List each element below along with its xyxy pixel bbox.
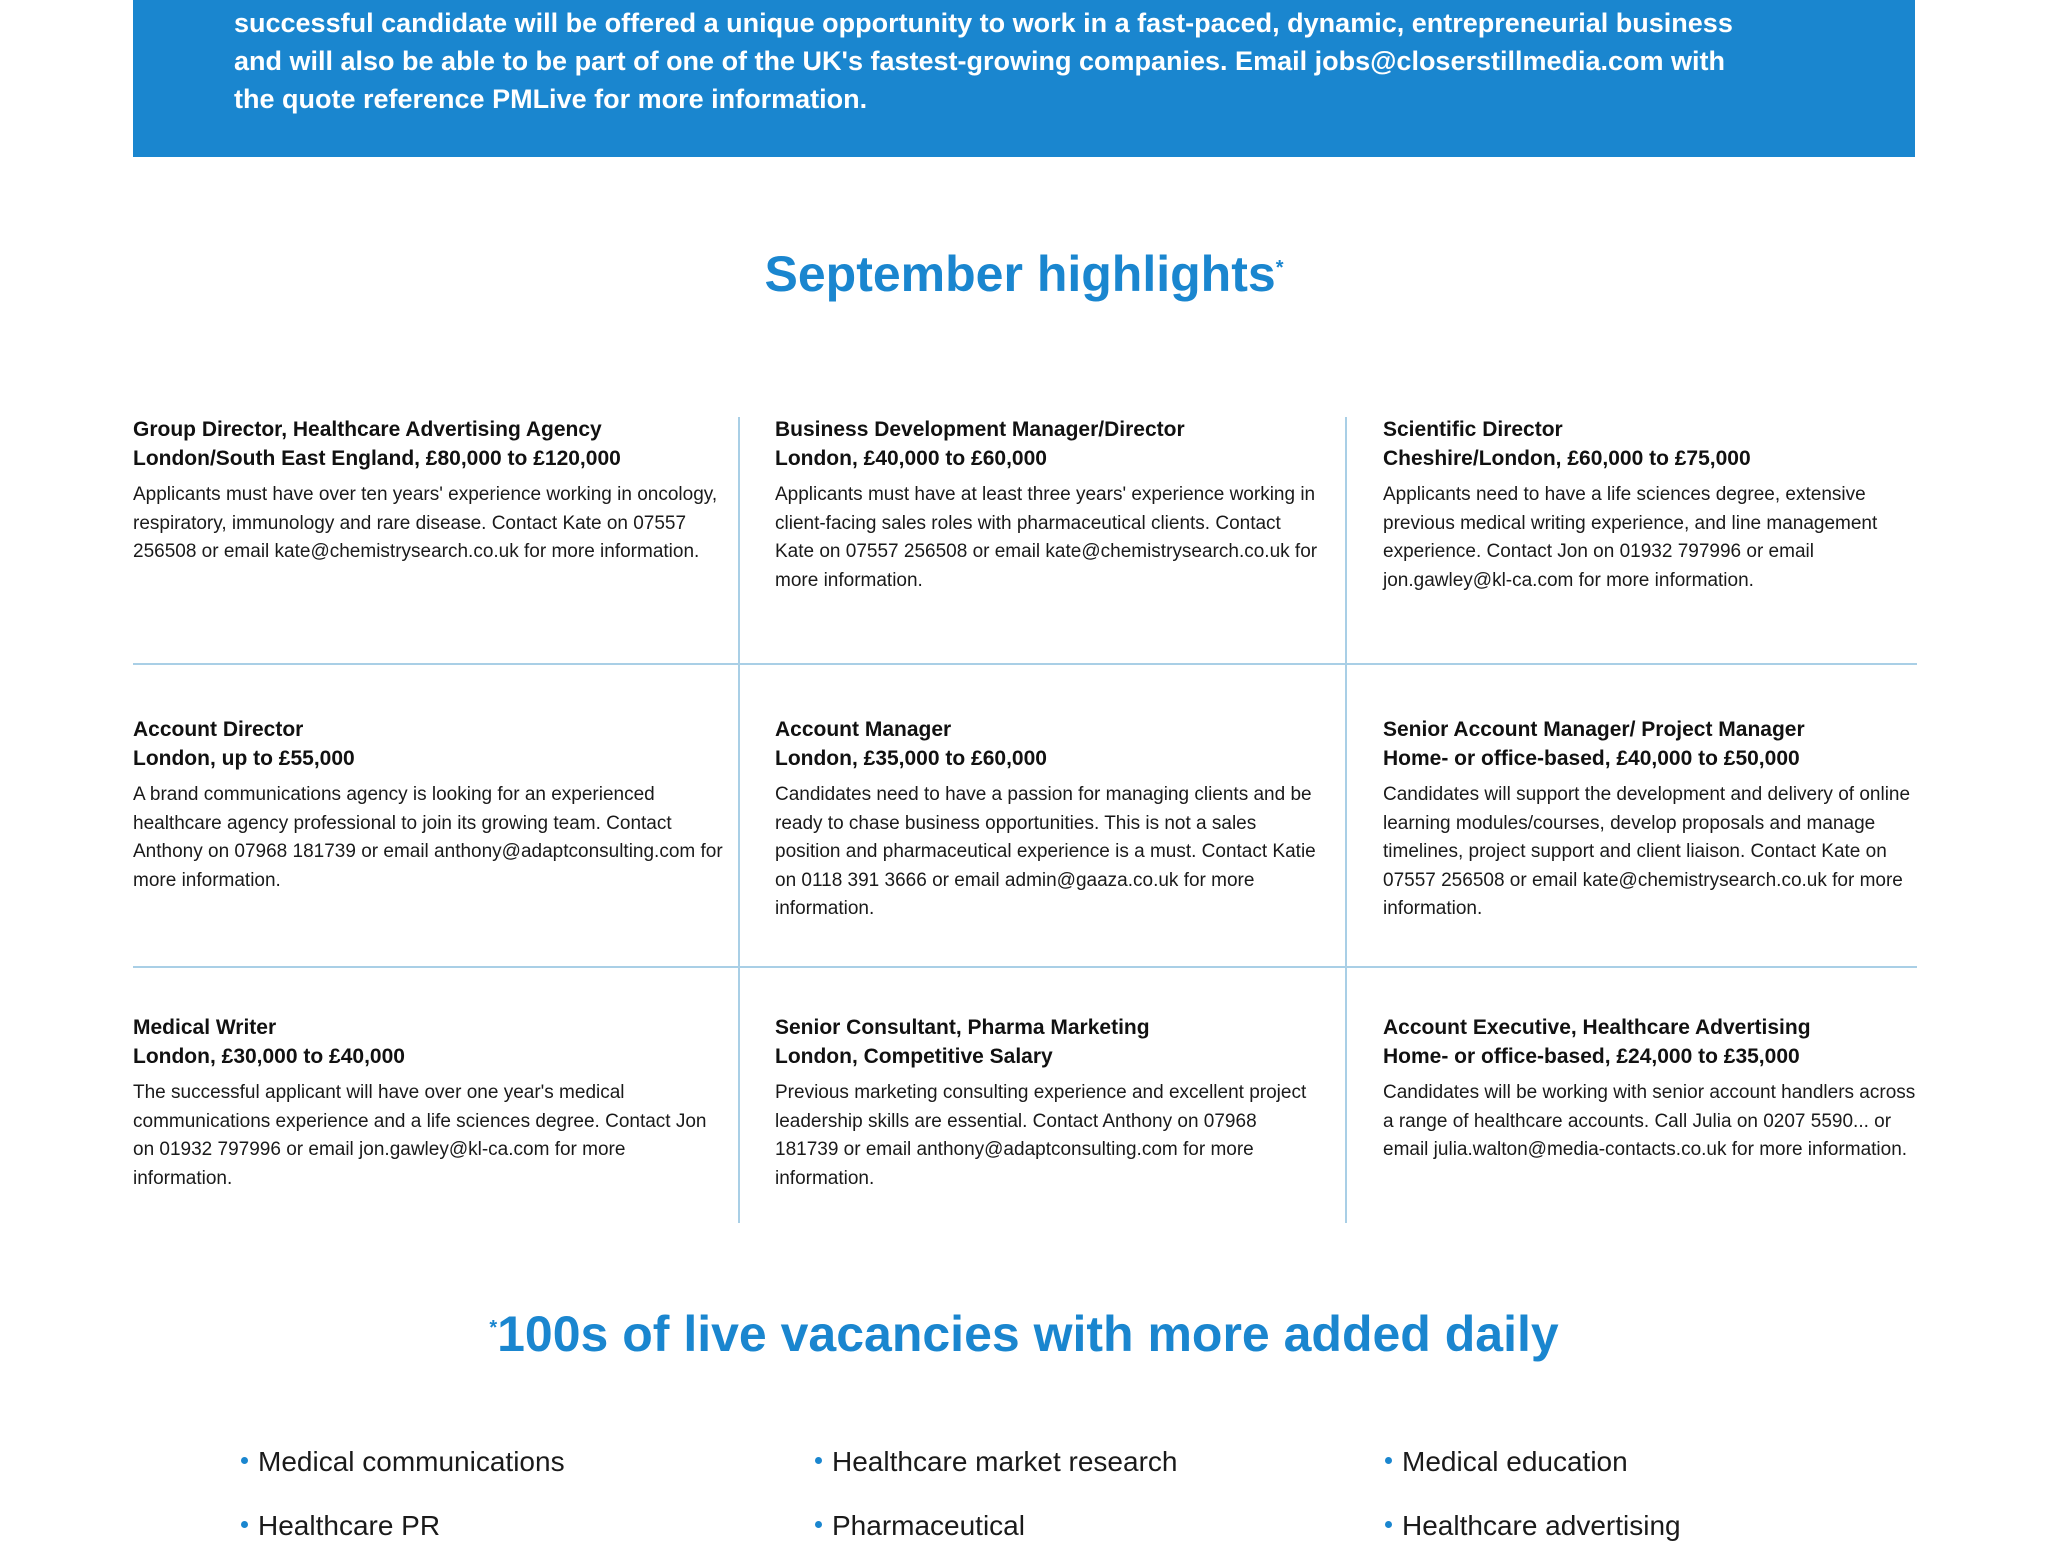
job-title: Senior Consultant, Pharma Marketing (775, 1016, 1150, 1039)
sector-list-item (1385, 1508, 1681, 1544)
job-title: Business Development Manager/Director (775, 418, 1185, 441)
job-location-salary: London, £40,000 to £60,000 (775, 447, 1047, 470)
job-description: Candidates need to have a passion for managing clients and be ready to chase business opportunities. This is not a sales position and pharmaceutical experience is a must. Contact Katie on 0118 391 3666 or email admin@gaaza.co.uk for more information. (775, 784, 1316, 919)
recruitment-banner (133, 0, 1915, 157)
job-title: Account Executive, Healthcare Advertising (1383, 1016, 1811, 1039)
sector-label: Medical education (1402, 1446, 1628, 1477)
job-listing (775, 415, 1320, 595)
job-description: Applicants must have at least three years' experience working in client-facing sales roles with pharmaceutical clients. Contact Kate on 07557 256508 or email kate@chemistrysearch.co.uk for more information. (775, 484, 1318, 591)
banner-line: and will also be able to be part of one of the UK's fastest-growing companies. Email jobs@closerstillmedia.com with (234, 46, 1726, 76)
job-location-salary: London, £35,000 to £60,000 (775, 747, 1047, 770)
banner-line: the quote reference PMLive for more information. (234, 84, 868, 114)
row-divider (133, 966, 1917, 968)
job-listing (133, 715, 723, 895)
september-highlights-heading (0, 244, 2048, 304)
bullet-dot-icon (1385, 1457, 1392, 1464)
job-title: Senior Account Manager/ Project Manager (1383, 718, 1805, 741)
job-listing (133, 415, 723, 567)
bullet-dot-icon (241, 1521, 248, 1528)
job-listing (775, 715, 1320, 924)
job-description: Previous marketing consulting experience and excellent project leadership skills are essential. Contact Anthony on 07968 181739 or email anthony@adaptconsulting.com for more information. (775, 1082, 1307, 1189)
job-listing (133, 1013, 723, 1193)
column-divider (1345, 417, 1347, 1223)
sector-label: Healthcare advertising (1402, 1510, 1681, 1541)
bullet-dot-icon (241, 1457, 248, 1464)
job-listing (1383, 715, 1917, 924)
job-location-salary: Cheshire/London, £60,000 to £75,000 (1383, 447, 1751, 470)
job-description: The successful applicant will have over one year's medical communications experience and a life sciences degree. Contact Jon on 01932 797996 or email jon.gawley@kl-ca.com for more information. (133, 1082, 707, 1189)
banner-line: successful candidate will be offered a unique opportunity to work in a fast-paced, dynamic, entrepreneurial business (234, 8, 1733, 38)
job-listing (1383, 1013, 1917, 1165)
job-description: Applicants must have over ten years' experience working in oncology, respiratory, immunology and rare disease. Contact Kate on 07557 256508 or email kate@chemistrysearch.co.uk for more information. (133, 484, 718, 562)
footnote-mark: * (489, 1317, 498, 1339)
job-title: Medical Writer (133, 1016, 277, 1039)
job-location-salary: Home- or office-based, £40,000 to £50,000 (1383, 747, 1800, 770)
bullet-dot-icon (815, 1521, 822, 1528)
sector-label: Medical communications (258, 1446, 565, 1477)
job-title: Group Director, Healthcare Advertising Agency (133, 418, 602, 441)
job-location-salary: Home- or office-based, £24,000 to £35,000 (1383, 1045, 1800, 1068)
footnote-mark: * (1275, 257, 1284, 279)
job-title: Account Manager (775, 718, 952, 741)
sector-label: Healthcare market research (832, 1446, 1178, 1477)
job-location-salary: London, up to £55,000 (133, 747, 355, 770)
sector-list-item (815, 1508, 1025, 1544)
sector-list-item (241, 1444, 565, 1480)
bullet-dot-icon (815, 1457, 822, 1464)
job-location-salary: London, £30,000 to £40,000 (133, 1045, 405, 1068)
bullet-dot-icon (1385, 1521, 1392, 1528)
job-listing (1383, 415, 1917, 595)
sector-list-item (815, 1444, 1177, 1480)
job-title: Account Director (133, 718, 304, 741)
row-divider (133, 663, 1917, 665)
job-description: Applicants need to have a life sciences degree, extensive previous medical writing experience, and line management experience. Contact Jon on 01932 797996 or email jon.gawley@kl-ca.com for more information. (1383, 484, 1878, 591)
heading-text: 100s of live vacancies with more added daily (497, 1306, 1559, 1362)
sector-list-item (1385, 1444, 1628, 1480)
job-description: Candidates will support the development and delivery of online learning modules/courses, develop proposals and manage timelines, project support and client liaison. Contact Kate on 07557 256508 or email kate@chemistrysearch.co.uk for more information. (1383, 784, 1911, 919)
sector-label: Pharmaceutical (832, 1510, 1025, 1541)
job-location-salary: London, Competitive Salary (775, 1045, 1053, 1068)
job-listing (775, 1013, 1320, 1193)
job-highlights-grid (133, 405, 1917, 1225)
column-divider (738, 417, 740, 1223)
job-location-salary: London/South East England, £80,000 to £120,000 (133, 447, 621, 470)
heading-text: September highlights (764, 246, 1276, 302)
job-description: A brand communications agency is looking for an experienced healthcare agency professional to join its growing team. Contact Anthony on 07968 181739 or email anthony@adaptconsulting.com for more information. (133, 784, 723, 891)
sector-label: Healthcare PR (258, 1510, 441, 1541)
live-vacancies-heading (0, 1304, 2048, 1364)
sector-list-item (241, 1508, 440, 1544)
job-description: Candidates will be working with senior account handlers across a range of healthcare accounts. Call Julia on 0207 5590... or email julia.walton@media-contacts.co.uk for more information. (1383, 1082, 1916, 1160)
job-title: Scientific Director (1383, 418, 1563, 441)
